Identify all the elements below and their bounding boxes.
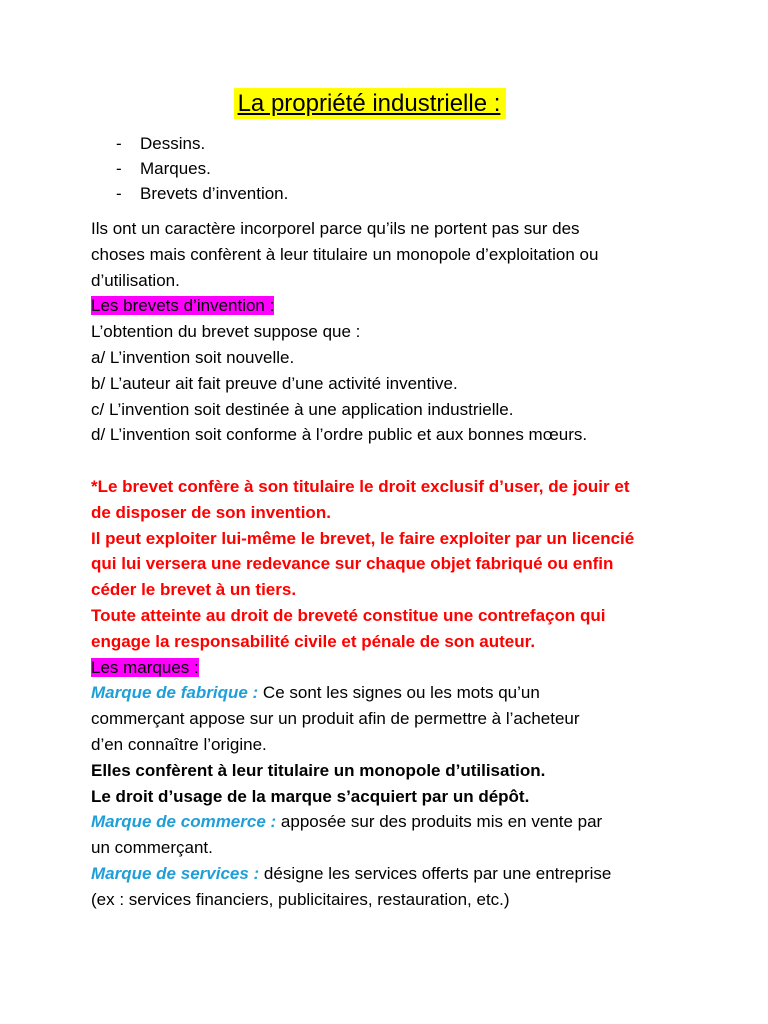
intro-line: choses mais confèrent à leur titulaire un monopole d’exploitation ou [91, 244, 599, 264]
blank-line [91, 448, 691, 474]
services-text: désigne les services offerts par une entreprise [259, 863, 612, 883]
bullet-dash: - [116, 134, 122, 153]
bullet-dash: - [116, 159, 122, 178]
fabrique-line: commerçant appose sur un produit afin de permettre à l’acheteur [91, 709, 580, 729]
commerce-line: un commerçant. [91, 838, 213, 858]
title-container [0, 88, 768, 119]
list-item [116, 181, 288, 206]
brevets-line: L’obtention du brevet suppose que : [91, 322, 361, 342]
services-line [91, 861, 691, 887]
fabrique-text: Ce sont les signes ou les mots qu’un [258, 683, 540, 703]
services-label: Marque de services : [91, 863, 260, 883]
commerce-line [91, 809, 691, 835]
list-item [116, 131, 288, 156]
brevets-red-line: qui lui versera une redevance sur chaque objet fabriqué ou enfin [91, 554, 614, 574]
document-body [91, 216, 691, 913]
brevets-line: d/ L’invention soit conforme à l’ordre public et aux bonnes mœurs. [91, 425, 588, 445]
brevets-line: a/ L’invention soit nouvelle. [91, 347, 295, 367]
marques-bold-line: Elles confèrent à leur titulaire un monopole d’utilisation. [91, 760, 546, 780]
brevets-line: c/ L’invention soit destinée à une application industrielle. [91, 399, 514, 419]
brevets-red-line: céder le brevet à un tiers. [91, 580, 297, 600]
brevets-heading-line [91, 293, 691, 319]
brevets-red-line: *Le brevet confère à son titulaire le droit exclusif d’user, de jouir et [91, 476, 630, 496]
page-title: La propriété industrielle : [234, 88, 507, 119]
bullet-list [116, 131, 288, 206]
marques-bold-line: Le droit d’usage de la marque s’acquiert par un dépôt. [91, 786, 530, 806]
list-item-text: Dessins. [140, 134, 206, 153]
marques-heading-line [91, 655, 691, 681]
intro-line: d’utilisation. [91, 270, 180, 290]
brevets-heading: Les brevets d’invention : [91, 296, 275, 316]
fabrique-label: Marque de fabrique : [91, 683, 259, 703]
marques-heading: Les marques : [91, 657, 199, 677]
brevets-red-line: Toute atteinte au droit de breveté constitue une contrefaçon qui [91, 605, 606, 625]
brevets-line: b/ L’auteur ait fait preuve d’une activité inventive. [91, 373, 458, 393]
list-item [116, 156, 288, 181]
commerce-text: apposée sur des produits mis en vente par [276, 812, 603, 832]
brevets-red-line: de disposer de son invention. [91, 502, 331, 522]
list-item-text: Marques. [140, 159, 211, 178]
brevets-red-line: engage la responsabilité civile et pénale de son auteur. [91, 631, 536, 651]
services-line: (ex : services financiers, publicitaires, restauration, etc.) [91, 889, 510, 909]
fabrique-line: d’en connaître l’origine. [91, 734, 267, 754]
intro-line: Ils ont un caractère incorporel parce qu’ils ne portent pas sur des [91, 219, 580, 238]
list-item-text: Brevets d’invention. [140, 184, 289, 203]
commerce-label: Marque de commerce : [91, 812, 277, 832]
fabrique-line [91, 680, 691, 706]
brevets-red-line: Il peut exploiter lui-même le brevet, le faire exploiter par un licencié [91, 528, 635, 548]
bullet-dash: - [116, 184, 122, 203]
